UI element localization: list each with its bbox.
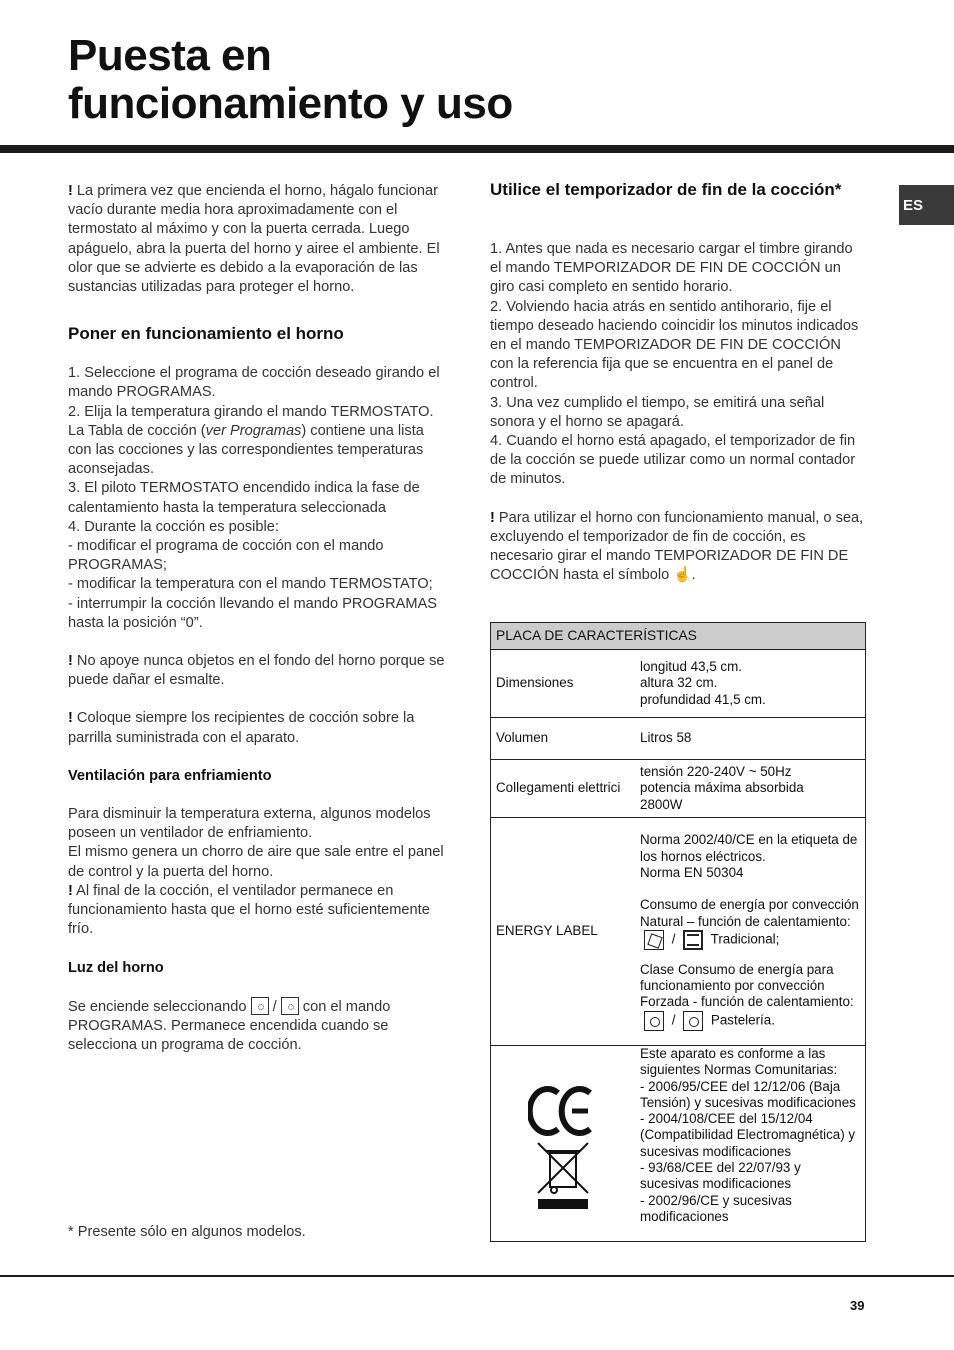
section-heading-timer: Utilice el temporizador de fin de la cocción*: [490, 180, 842, 199]
timer-step-2: 2. Volviendo hacia atrás en sentido antihorario, fije el tiempo deseado haciendo coincidir los minutos indicados en el mando TEMPORIZADOR DE FIN DE COCCIÓN con la referencia fija que se encuentra en el panel de control.: [490, 298, 859, 392]
volume-value: Litros 58: [635, 718, 866, 760]
section-heading-ventilation: Ventilación para enfriamiento: [68, 767, 272, 784]
step-3: 3. El piloto TERMOSTATO encendido indica la fase de calentamiento hasta la temperatura seleccionada: [68, 480, 420, 516]
timer-step-3: 3. Una vez cumplido el tiempo, se emitirá una señal sonora y el horno se apagará.: [490, 394, 825, 430]
oven-light-fan-icon: [281, 997, 299, 1015]
step-4: 4. Durante la cocción es posible:: [68, 518, 279, 535]
left-column: [68, 182, 446, 1055]
ventilation-text-1: Para disminuir la temperatura externa, algunos modelos poseen un ventilador de enfriamiento.: [68, 806, 431, 842]
traditional-oven-icon: [683, 930, 703, 950]
electrical-label: Collegamenti elettrici: [491, 760, 636, 818]
section-heading-light: Luz del horno: [68, 959, 164, 976]
page-number: 39: [850, 1298, 865, 1313]
pastry-fan-icon: [683, 1011, 703, 1031]
dimensions-label: Dimensiones: [491, 650, 636, 718]
manual-hand-icon: ☝: [673, 567, 692, 584]
oven-light-icon: [251, 997, 269, 1015]
title-line-1: Puesta en: [68, 31, 272, 80]
title-line-2: funcionamiento y uso: [68, 79, 513, 128]
intro-paragraph: ! La primera vez que encienda el horno, hágalo funcionar vacío durante media hora aproximadamente con el termostato al máximo y con la puerta cerrada. Luego apáguelo, abra la puerta del horno y airee el ambiente. El olor que se advierte es debido a la evaporación de las sustancias utilizadas para proteger el horno.: [68, 183, 440, 296]
step-4c: - interrumpir la cocción llevando el mando PROGRAMAS hasta la posición “0”.: [68, 595, 438, 631]
light-text: Se enciende seleccionando / con el mando PROGRAMAS. Permanece encendida cuando se selecciona un programa de cocción.: [68, 998, 391, 1054]
rating-plate-table: [490, 622, 866, 1242]
section-heading-start: Poner en funcionamiento el horno: [68, 324, 344, 344]
warning-mark: !: [68, 183, 73, 199]
natural-convection-icon: [644, 930, 664, 950]
ventilation-text-2: El mismo genera un chorro de aire que sale entre el panel de control y la puerta del horno.: [68, 844, 444, 880]
top-rule: [0, 145, 954, 153]
ce-cell: [491, 1046, 636, 1242]
ce-weee-marks: [528, 1071, 598, 1211]
fan-oven-icon: [644, 1011, 664, 1031]
warning-enamel: ! No apoye nunca objetos en el fondo del horno porque se puede dañar el esmalte.: [68, 653, 445, 689]
footnote: * Presente sólo en algunos modelos.: [68, 1224, 306, 1240]
timer-step-1: 1. Antes que nada es necesario cargar el timbre girando el mando TEMPORIZADOR DE FIN DE COCCIÓN un giro casi completo en sentido horario.: [490, 241, 853, 296]
dimensions-value: longitud 43,5 cm. altura 32 cm. profundidad 41,5 cm.: [635, 650, 866, 718]
warning-rack: ! Coloque siempre los recipientes de cocción sobre la parrilla suministrada con el aparato.: [68, 710, 415, 746]
page-title: [68, 32, 513, 128]
right-column: [490, 240, 868, 585]
ce-compliance-text: Este aparato es conforme a las siguientes Normas Comunitarias: - 2006/95/CEE del 12/12/06 (Baja Tensión) y sucesivas modificaciones - 2004/108/CEE del 15/12/04 (Compatibilidad Electromagnética) y sucesivas modificaciones - 93/68/CEE del 22/07/93 y sucesivas modificaciones - 2002/96/CE y sucesivas modificaciones: [635, 1046, 866, 1242]
weee-bin-icon: [538, 1143, 588, 1193]
ce-mark-icon: [530, 1089, 558, 1133]
rating-plate-header: PLACA DE CARACTERÍSTICAS: [491, 623, 866, 650]
ventilation-warning: ! Al final de la cocción, el ventilador permanece en funcionamiento hasta que el horno esté suficientemente frío.: [68, 882, 430, 938]
volume-label: Volumen: [491, 718, 636, 760]
bottom-rule: [0, 1275, 954, 1277]
step-2: 2. Elija la temperatura girando el mando TERMOSTATO. La Tabla de cocción (ver Programas) contiene una lista con las cocciones y las correspondientes temperaturas aconsejadas.: [68, 403, 434, 478]
step-4a: - modificar el programa de cocción con el mando PROGRAMAS;: [68, 538, 384, 574]
timer-step-4: 4. Cuando el horno está apagado, el temporizador de fin de la cocción se puede utilizar como un normal contador de minutos.: [490, 433, 856, 488]
step-4b: - modificar la temperatura con el mando TERMOSTATO;: [68, 576, 433, 593]
manual-mode-note: ! Para utilizar el horno con funcionamiento manual, o sea, excluyendo el temporizador de fin de cocción, es necesario girar el mando TEMPORIZADOR DE FIN DE COCCIÓN hasta el símbolo ☝.: [490, 509, 864, 584]
electrical-value: tensión 220-240V ~ 50Hz potencia máxima absorbida 2800W: [635, 760, 866, 818]
energy-value: Norma 2002/40/CE en la etiqueta de los hornos eléctricos. Norma EN 50304 Consumo de energía por convección Natural – función de calentamiento: / Tradicional; Clase Consumo de energía para funcionamiento por convección Forzada - función de calentamiento: / Pastelería.: [635, 818, 866, 1046]
step-1: 1. Seleccione el programa de cocción deseado girando el mando PROGRAMAS.: [68, 365, 440, 401]
energy-label: ENERGY LABEL: [491, 818, 636, 1046]
language-tab: ES: [899, 185, 954, 225]
